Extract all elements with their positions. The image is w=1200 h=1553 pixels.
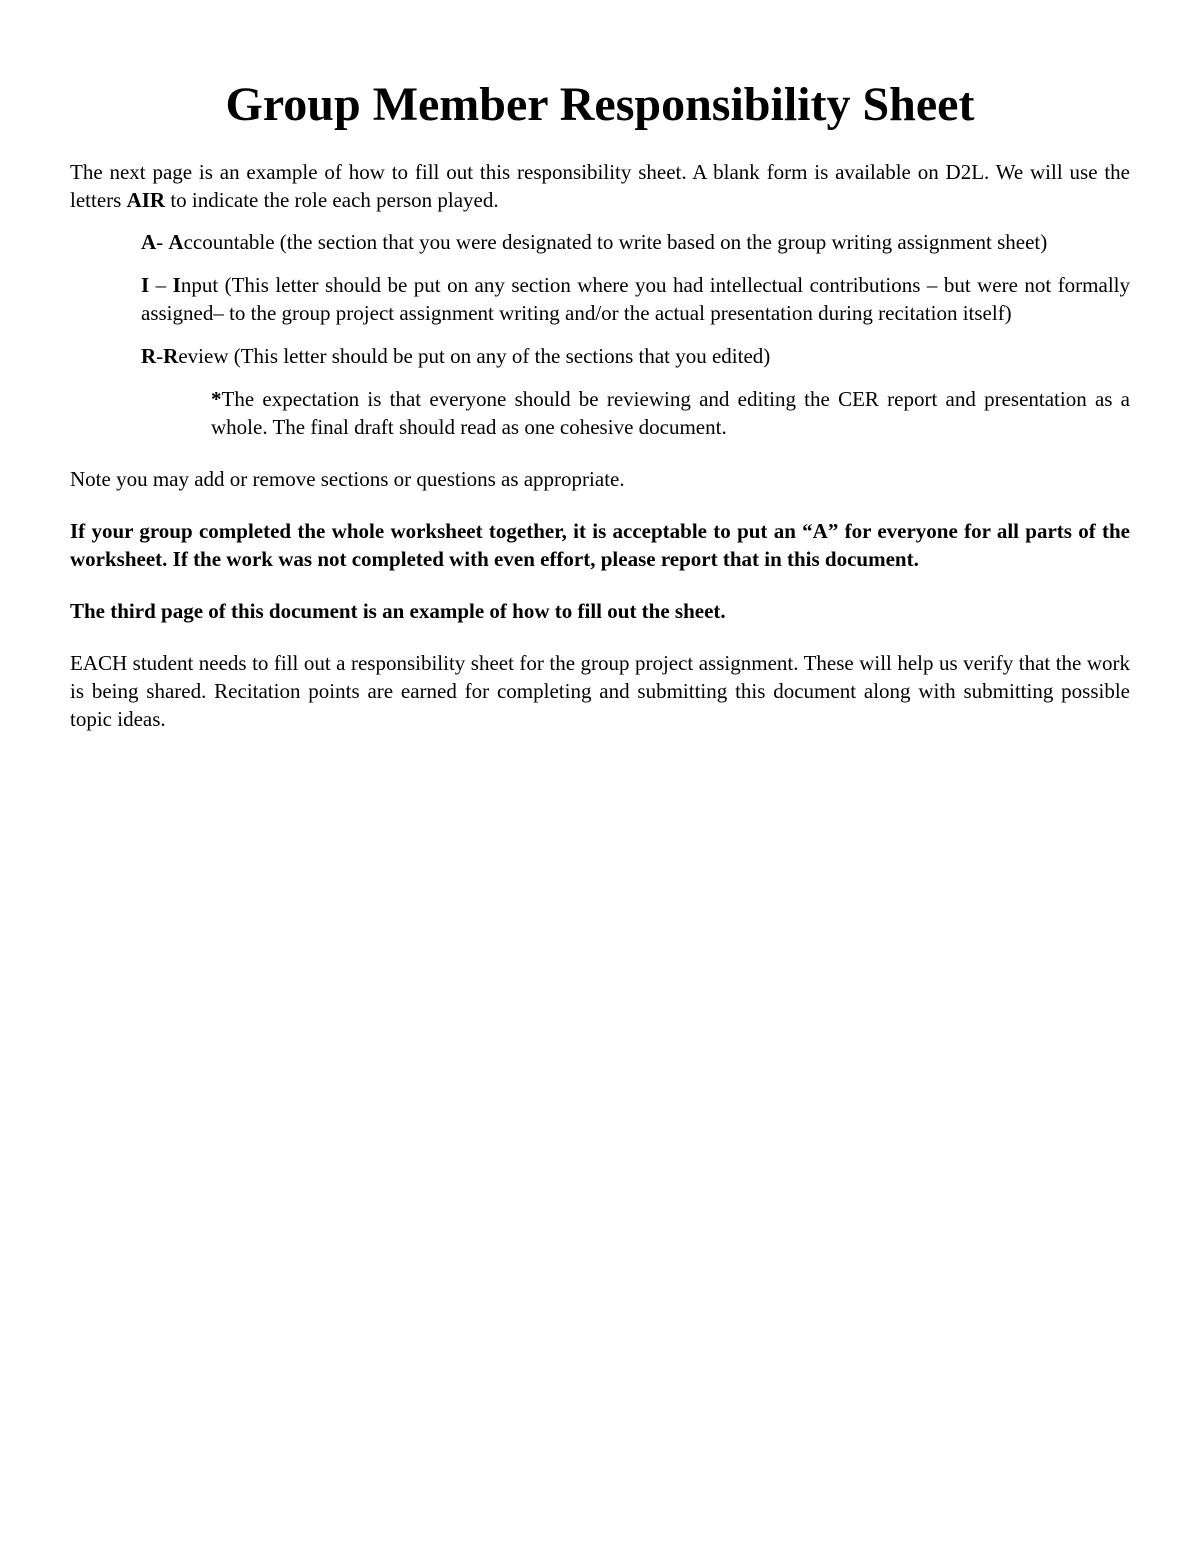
role-accountable (141, 228, 1130, 256)
role-description: nput (This letter should be put on any section where you had intellectual contributions – but were not formally assigned– to the group project assignment writing and/or the actual presentation during recitation itself) (141, 273, 1131, 325)
role-input (141, 271, 1130, 327)
intro-text-2: to indicate the role each person played. (165, 188, 499, 212)
whole-worksheet-paragraph: If your group completed the whole worksheet together, it is acceptable to put an “A” for everyone for all parts of the worksheet. If the work was not completed with even effort, please report that in this document. (70, 519, 1130, 571)
role-review (141, 342, 1130, 370)
role-initial: R (163, 344, 179, 368)
role-separator: – (149, 273, 173, 297)
intro-air-letters: AIR (126, 188, 166, 212)
expectation-text: The expectation is that everyone should be reviewing and editing the CER report and presentation as a whole. The final draft should read as one cohesive document. (211, 387, 1130, 439)
role-separator: - (156, 344, 164, 368)
role-initial: I (172, 273, 181, 297)
third-page-paragraph: The third page of this document is an example of how to fill out the sheet. (70, 599, 726, 623)
role-initial: A (168, 230, 184, 254)
role-key: I (141, 273, 150, 297)
sections-note: Note you may add or remove sections or questions as appropriate. (70, 467, 625, 491)
role-key: A (141, 230, 157, 254)
role-description: ccountable (the section that you were designated to write based on the group writing assignment sheet) (183, 230, 1048, 254)
role-key: R (141, 344, 157, 368)
closing-paragraph: EACH student needs to fill out a responsibility sheet for the group project assignment. These will help us verify that the work is being shared. Recitation points are earned for completing and submitting this document along with submitting possible topic ideas. (70, 651, 1130, 731)
role-description: eview (This letter should be put on any of the sections that you edited) (178, 344, 771, 368)
asterisk-mark: * (211, 387, 222, 411)
intro-text-1: The next page is an example of how to fill out this responsibility sheet. A blank form is available on D2L. We will use the letters (70, 160, 1130, 212)
page-title: Group Member Responsibility Sheet (225, 78, 975, 131)
expectation-note (211, 385, 1130, 441)
role-separator: - (156, 230, 169, 254)
intro-paragraph (70, 158, 1130, 214)
